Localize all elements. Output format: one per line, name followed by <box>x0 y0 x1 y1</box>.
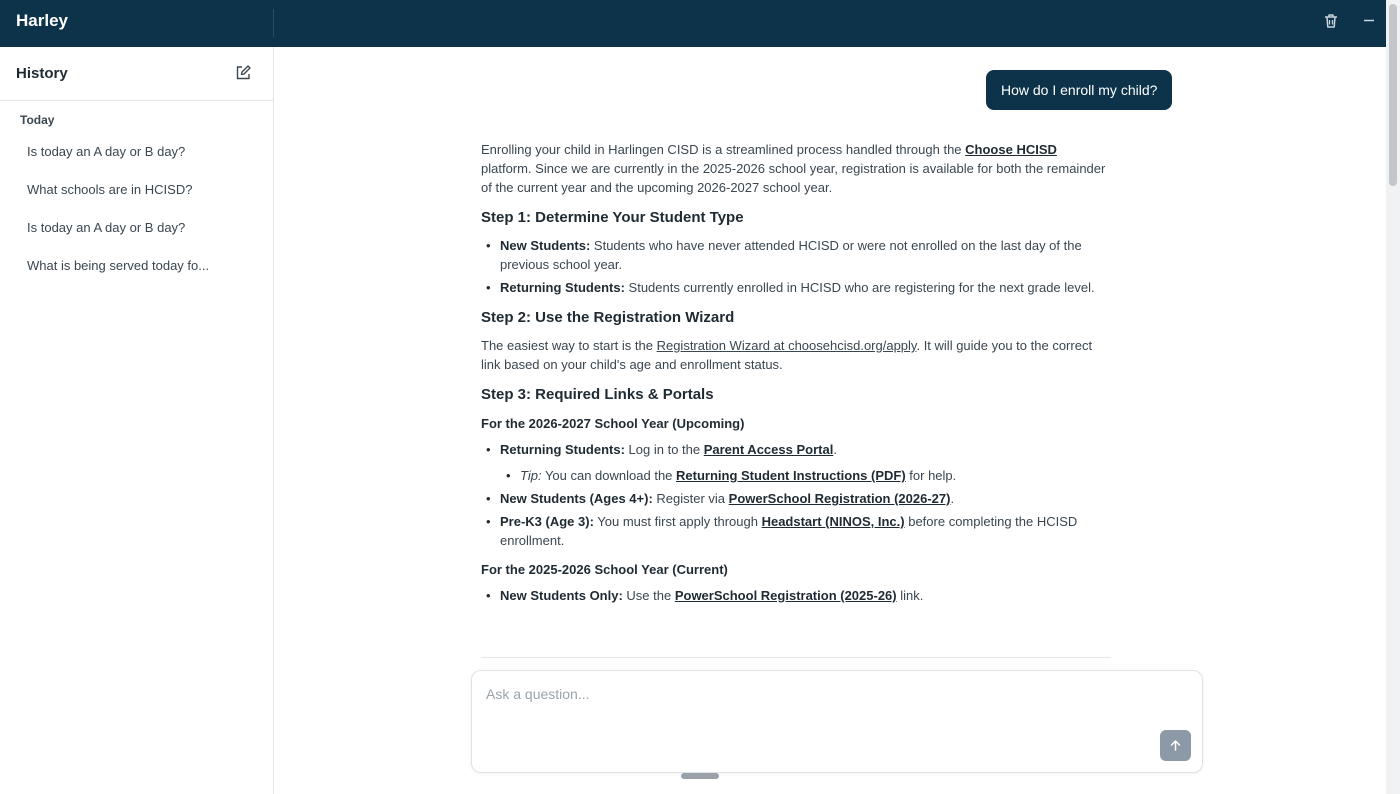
current-year-list <box>481 586 1111 605</box>
headstart-link[interactable]: Headstart (NINOS, Inc.) <box>761 514 905 529</box>
choose-hcisd-link[interactable]: Choose HCISD <box>965 142 1057 157</box>
list-item: • Pre-K3 (Age 3): You must first apply through Headstart (NINOS, Inc.) before completing the HCISD enrollment. <box>500 512 1111 550</box>
arrow-up-icon <box>1168 738 1183 753</box>
upcoming-year-heading: For the 2026-2027 School Year (Upcoming) <box>481 416 745 431</box>
powerschool-2026-link[interactable]: PowerSchool Registration (2026-27) <box>728 491 951 506</box>
edit-icon[interactable] <box>234 64 252 82</box>
registration-wizard-link[interactable]: Registration Wizard at choosehcisd.org/apply <box>656 338 917 353</box>
sidebar-title: History <box>16 65 68 82</box>
step1-heading: Step 1: Determine Your Student Type <box>481 209 744 226</box>
content-divider <box>481 657 1111 658</box>
history-sidebar <box>0 47 274 794</box>
user-message-bubble: How do I enroll my child? <box>986 70 1172 110</box>
student-type-list <box>481 236 1111 297</box>
list-item: • Returning Students: Students currently enrolled in HCISD who are registering for the next grade level. <box>500 278 1111 297</box>
page-scrollbar[interactable] <box>1386 0 1400 794</box>
list-item: • Returning Students: Log in to the Parent Access Portal. • Tip: You can download the Returning Student Instructions (PDF) for help. <box>500 440 1111 485</box>
history-item[interactable]: What schools are in HCISD? <box>27 182 193 197</box>
returning-instructions-link[interactable]: Returning Student Instructions (PDF) <box>676 468 906 483</box>
message-composer <box>471 670 1203 773</box>
step2-text: The easiest way to start is the Registration Wizard at choosehcisd.org/apply. It will guide you to the correct link based on your child's age and enrollment status. <box>481 338 1093 372</box>
trash-icon[interactable] <box>1322 11 1340 31</box>
list-item: • New Students Only: Use the PowerSchool Registration (2025-26) link. <box>500 586 1111 605</box>
step3-heading: Step 3: Required Links & Portals <box>481 386 714 403</box>
app-title: Harley <box>16 11 68 30</box>
scrollbar-thumb[interactable] <box>1389 4 1397 186</box>
resize-handle[interactable] <box>681 773 719 779</box>
assistant-answer <box>481 140 1111 609</box>
question-input[interactable] <box>486 686 1166 726</box>
answer-intro: Enrolling your child in Harlingen CISD is a streamlined process handled through the Choose HCISD platform. Since we are currently in the 2025-2026 school year, registration is available for both the remainder of the current year and the upcoming 2026-2027 school year. <box>481 142 1106 195</box>
step2-heading: Step 2: Use the Registration Wizard <box>481 309 735 326</box>
top-bar <box>0 0 1386 47</box>
list-item: • Tip: You can download the Returning Student Instructions (PDF) for help. <box>520 466 1111 485</box>
send-button[interactable] <box>1160 730 1191 761</box>
history-list <box>0 133 273 285</box>
upcoming-year-list <box>481 440 1111 550</box>
minus-icon[interactable] <box>1360 11 1378 31</box>
history-item[interactable]: Is today an A day or B day? <box>27 220 186 235</box>
sidebar-header <box>0 47 273 101</box>
history-item[interactable]: Is today an A day or B day? <box>27 144 186 159</box>
history-group-today: Today <box>20 113 55 127</box>
list-item: • New Students: Students who have never attended HCISD or were not enrolled on the last day of the previous school year. <box>500 236 1111 274</box>
chat-area <box>274 47 1386 794</box>
powerschool-2025-link[interactable]: PowerSchool Registration (2025-26) <box>674 588 897 603</box>
header-divider <box>273 9 274 37</box>
list-item: • New Students (Ages 4+): Register via PowerSchool Registration (2026-27). <box>500 489 1111 508</box>
current-year-heading: For the 2025-2026 School Year (Current) <box>481 562 728 577</box>
tip-list <box>500 466 1111 485</box>
history-item[interactable]: What is being served today fo... <box>27 258 210 273</box>
parent-access-portal-link[interactable]: Parent Access Portal <box>703 442 834 457</box>
